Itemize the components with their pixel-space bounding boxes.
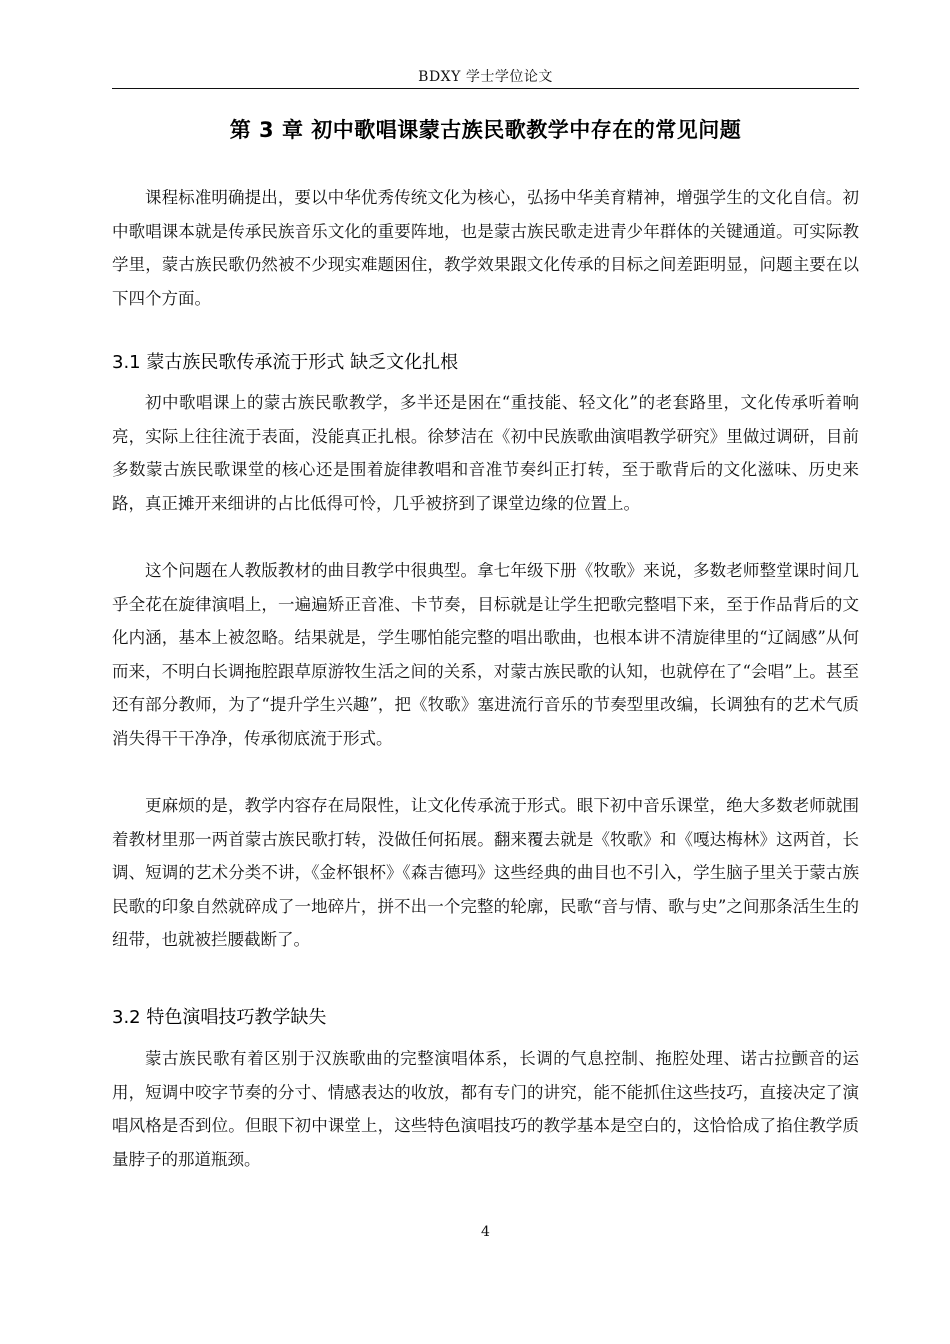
running-header: BDXY 学士学位论文 — [418, 69, 553, 85]
chapter-intro-paragraph: 课程标准明确提出，要以中华优秀传统文化为核心，弘扬中华美育精神，增强学生的文化自信。初中歌唱课本就是传承民族音乐文化的重要阵地，也是蒙古族民歌走进青少年群体的关键通道。可实际教学里，蒙古族民歌仍然被不少现实难题困住，教学效果跟文化传承的目标之间差距明显，问题主要在以下四个方面。 — [112, 188, 859, 308]
section-heading-3-2: 3.2 特色演唱技巧教学缺失 — [112, 1007, 327, 1028]
section-3-1-paragraph-3: 更麻烦的是，教学内容存在局限性，让文化传承流于形式。眼下初中音乐课堂，绝大多数老师就围着教材里那一两首蒙古族民歌打转，没做任何拓展。翻来覆去就是《牧歌》和《嘎达梅林》这两首，长调、短调的艺术分类不讲，《金杯银杯》《森吉德玛》这些经典的曲目也不引入，学生脑子里关于蒙古族民歌的印象自然就碎成了一地碎片，拼不出一个完整的轮廓，民歌“音与情、歌与史”之间那条活生生的纽带，也就被拦腰截断了。 — [112, 796, 859, 950]
page-number: 4 — [481, 1224, 490, 1240]
section-3-1-paragraph-1: 初中歌唱课上的蒙古族民歌教学，多半还是困在“重技能、轻文化”的老套路里，文化传承听着响亮，实际上往往流于表面，没能真正扎根。徐梦洁在《初中民族歌曲演唱教学研究》里做过调研，目前多数蒙古族民歌课堂的核心还是围着旋律教唱和音准节奏纠正打转，至于歌背后的文化滋味、历史来路，真正摊开来细讲的占比低得可怜，几乎被挤到了课堂边缘的位置上。 — [112, 393, 859, 513]
header-rule — [112, 88, 859, 89]
section-3-1-paragraph-2: 这个问题在人教版教材的曲目教学中很典型。拿七年级下册《牧歌》来说，多数老师整堂课时间几乎全花在旋律演唱上，一遍遍矫正音准、卡节奏，目标就是让学生把歌完整唱下来，至于作品背后的文化内涵，基本上被忽略。结果就是，学生哪怕能完整的唱出歌曲，也根本讲不清旋律里的“辽阔感”从何而来，不明白长调拖腔跟草原游牧生活之间的关系，对蒙古族民歌的认知，也就停在了“会唱”上。甚至还有部分教师，为了“提升学生兴趣”，把《牧歌》塞进流行音乐的节奏型里改编，长调独有的艺术气质消失得干干净净，传承彻底流于形式。 — [112, 561, 859, 748]
section-heading-3-1: 3.1 蒙古族民歌传承流于形式 缺乏文化扎根 — [112, 352, 459, 373]
chapter-title: 第 3 章 初中歌唱课蒙古族民歌教学中存在的常见问题 — [229, 118, 742, 142]
section-3-2-paragraph-1: 蒙古族民歌有着区别于汉族歌曲的完整演唱体系，长调的气息控制、拖腔处理、诺古拉颤音的运用，短调中咬字节奏的分寸、情感表达的收放，都有专门的讲究，能不能抓住这些技巧，直接决定了演唱风格是否到位。但眼下初中课堂上，这些特色演唱技巧的教学基本是空白的，这恰恰成了掐住教学质量脖子的那道瓶颈。 — [112, 1049, 859, 1169]
